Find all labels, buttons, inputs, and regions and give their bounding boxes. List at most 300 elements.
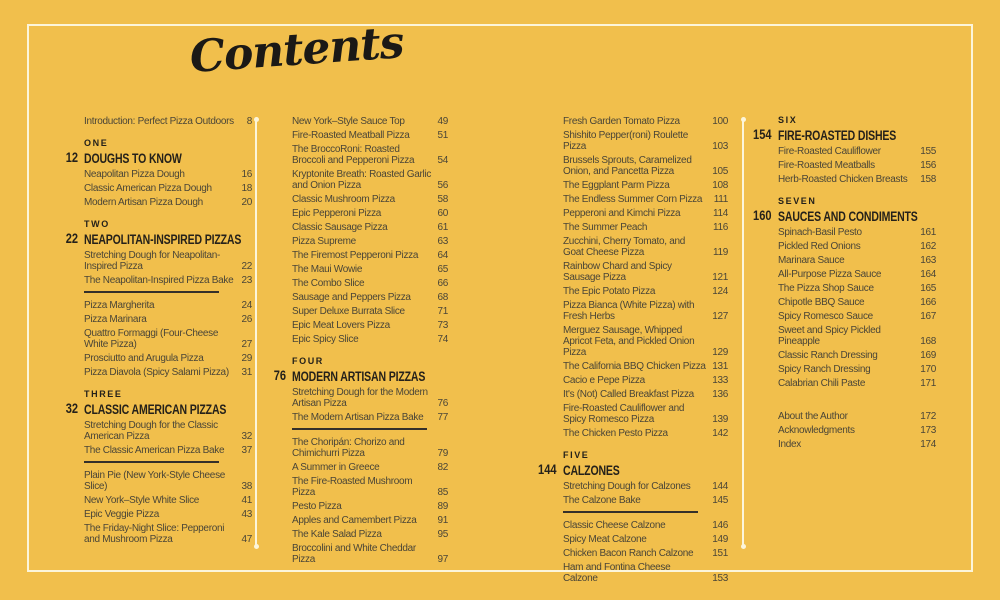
- toc-entry: [563, 375, 728, 386]
- toc-entry-label: Fire-Roasted Meatballs: [778, 160, 875, 171]
- toc-entry-page-number: 129: [712, 347, 728, 358]
- toc-entry-label: The Kale Salad Pizza: [292, 529, 382, 540]
- toc-entry: [563, 495, 728, 506]
- toc-entry-page-number: 167: [920, 311, 936, 322]
- toc-entry-label: Index: [778, 439, 801, 450]
- toc-chapter: [65, 219, 252, 378]
- toc-entry-label: Epic Pepperoni Pizza: [292, 208, 382, 219]
- toc-entry-page-number: 8: [246, 116, 252, 127]
- toc-entry-page-number: 158: [920, 174, 936, 185]
- toc-entry-page-number: 24: [241, 300, 252, 311]
- chapter-number-word: TWO: [84, 219, 110, 229]
- toc-entry-label: Classic Mushroom Pizza: [292, 194, 395, 205]
- toc-entry-page-number: 38: [241, 481, 252, 492]
- toc-entry: [778, 241, 936, 252]
- toc-entry: [778, 364, 936, 375]
- toc-entry: [84, 328, 252, 350]
- toc-entry-page-number: 64: [437, 250, 448, 261]
- chapter-heading: [273, 368, 448, 384]
- toc-entry-page-number: 149: [712, 534, 728, 545]
- chapter-number-word: FOUR: [292, 356, 324, 366]
- toc-entry-page-number: 66: [437, 278, 448, 289]
- toc-entry-page-number: 31: [241, 367, 252, 378]
- toc-entry: [563, 520, 728, 531]
- toc-entry-page-number: 144: [712, 481, 728, 492]
- toc-entry-label: Fire-Roasted Cauliflower: [778, 146, 881, 157]
- toc-entry: [778, 325, 936, 347]
- toc-entry: [84, 445, 252, 456]
- toc-entry-page-number: 165: [920, 283, 936, 294]
- toc-entry-page-number: 169: [920, 350, 936, 361]
- toc-chapter: [273, 356, 448, 565]
- toc-entry-label: Shishito Pepper(roni) Roulette Pizza: [563, 130, 688, 152]
- toc-entry-label: Ham and Fontina Cheese Calzone: [563, 562, 671, 584]
- toc-entry-label: The Neapolitan-Inspired Pizza Bake: [84, 275, 234, 286]
- toc-entry-page-number: 174: [920, 439, 936, 450]
- toc-entry-label: The BroccoRoni: Roasted Broccoli and Pepperoni Pizza: [292, 144, 415, 166]
- toc-entry: [84, 495, 252, 506]
- toc-entry: [84, 470, 252, 492]
- toc-entry-label: Quattro Formaggi (Four-Cheese White Pizza): [84, 328, 219, 350]
- toc-entry-label: Pepperoni and Kimchi Pizza: [563, 208, 681, 219]
- toc-entry-label: Prosciutto and Arugula Pizza: [84, 353, 204, 364]
- toc-entry-label: The Modern Artisan Pizza Bake: [292, 412, 424, 423]
- toc-entry-page-number: 20: [241, 197, 252, 208]
- toc-entry-label: Classic Sausage Pizza: [292, 222, 388, 233]
- toc-entry-page-number: 32: [241, 431, 252, 442]
- toc-entry-page-number: 29: [241, 353, 252, 364]
- chapter-heading: [753, 127, 936, 143]
- toc-entry: [292, 116, 448, 127]
- toc-entry-page-number: 163: [920, 255, 936, 266]
- toc-entry-page-number: 124: [712, 286, 728, 297]
- toc-entry-page-number: 49: [437, 116, 448, 127]
- toc-entry-label: Herb-Roasted Chicken Breasts: [778, 174, 908, 185]
- toc-entry-label: Acknowledgments: [778, 425, 855, 436]
- toc-entry-page-number: 127: [712, 311, 728, 322]
- toc-entry-page-number: 145: [712, 495, 728, 506]
- toc-entry: [778, 174, 936, 185]
- toc-entry-label: The Pizza Shop Sauce: [778, 283, 874, 294]
- section-divider-rule: [563, 511, 698, 513]
- toc-entry-label: Sweet and Spicy Pickled Pineapple: [778, 325, 881, 347]
- toc-entry-label: Fire-Roasted Cauliflower and Spicy Romesco Pizza: [563, 403, 685, 425]
- chapter-heading: [753, 208, 936, 224]
- toc-entry-label: The Maui Wowie: [292, 264, 363, 275]
- toc-chapter: [65, 138, 252, 208]
- toc-entry: [778, 439, 936, 450]
- toc-entry-page-number: 77: [437, 412, 448, 423]
- toc-entry: [292, 130, 448, 141]
- chapter-heading: [65, 231, 252, 247]
- toc-column-1: [65, 116, 252, 548]
- toc-entry-page-number: 26: [241, 314, 252, 325]
- toc-entry-page-number: 171: [920, 378, 936, 389]
- toc-entry-page-number: 63: [437, 236, 448, 247]
- toc-entry: [292, 462, 448, 473]
- back-matter-list: [778, 411, 936, 450]
- toc-entry-page-number: 43: [241, 509, 252, 520]
- chapter-entry-group: [563, 481, 728, 506]
- toc-entry: [292, 194, 448, 205]
- toc-entry-label: Pizza Bianca (White Pizza) with Fresh Herbs: [563, 300, 695, 322]
- toc-entry-label: New York–Style Sauce Top: [292, 116, 405, 127]
- toc-entry: [778, 411, 936, 422]
- chapter-start-page: 76: [273, 368, 286, 383]
- toc-entry: [778, 297, 936, 308]
- toc-entry: [563, 286, 728, 297]
- toc-entry: [292, 292, 448, 303]
- chapter-heading: [65, 401, 252, 417]
- chapter-title: FIRE-ROASTED DISHES: [778, 128, 897, 143]
- toc-entry-page-number: 41: [241, 495, 252, 506]
- toc-entry-page-number: 82: [437, 462, 448, 473]
- toc-entry-page-number: 68: [437, 292, 448, 303]
- chapter-start-page: 12: [65, 150, 78, 165]
- chapter-start-page: 144: [538, 462, 557, 477]
- toc-entry: [292, 515, 448, 526]
- chapter-heading: [65, 150, 252, 166]
- toc-entry-page-number: 164: [920, 269, 936, 280]
- toc-entry-label: Spicy Meat Calzone: [563, 534, 647, 545]
- toc-entry-page-number: 136: [712, 389, 728, 400]
- toc-entry-label: Marinara Sauce: [778, 255, 845, 266]
- toc-entry-page-number: 166: [920, 297, 936, 308]
- chapter-number-word: SEVEN: [778, 196, 817, 206]
- toc-entry-label: The California BBQ Chicken Pizza: [563, 361, 706, 372]
- toc-entry-label: Classic Cheese Calzone: [563, 520, 666, 531]
- chapter-start-page: 22: [65, 231, 78, 246]
- toc-column-4: [753, 115, 936, 453]
- toc-entry-label: Spicy Romesco Sauce: [778, 311, 873, 322]
- toc-entry-label: The Classic American Pizza Bake: [84, 445, 225, 456]
- toc-entry: [778, 350, 936, 361]
- toc-entry: [563, 208, 728, 219]
- toc-entry-label: Pickled Red Onions: [778, 241, 861, 252]
- toc-entry: [563, 236, 728, 258]
- toc-entry: [84, 197, 252, 208]
- toc-entry-label: The Summer Peach: [563, 222, 648, 233]
- toc-entry: [563, 562, 728, 584]
- toc-entry: [778, 227, 936, 238]
- toc-entry: [84, 420, 252, 442]
- toc-entry: [292, 543, 448, 565]
- toc-entry-page-number: 142: [712, 428, 728, 439]
- chapter-number-word: FIVE: [563, 450, 590, 460]
- toc-entry: [292, 250, 448, 261]
- toc-entry-label: Epic Meat Lovers Pizza: [292, 320, 390, 331]
- toc-entry-label: Pizza Marinara: [84, 314, 147, 325]
- toc-entry: [563, 194, 728, 205]
- toc-entry-label: Classic American Pizza Dough: [84, 183, 212, 194]
- toc-entry-page-number: 170: [920, 364, 936, 375]
- toc-entry: [563, 222, 728, 233]
- toc-entry-page-number: 121: [712, 272, 728, 283]
- toc-entry: [84, 314, 252, 325]
- chapter-four-continued-list: [563, 116, 728, 439]
- toc-entry-label: New York–Style White Slice: [84, 495, 200, 506]
- toc-entry-page-number: 60: [437, 208, 448, 219]
- toc-chapter: [753, 115, 936, 185]
- toc-entry-label: The Firemost Pepperoni Pizza: [292, 250, 419, 261]
- toc-entry: [563, 389, 728, 400]
- toc-entry: [84, 523, 252, 545]
- toc-entry-label: Epic Spicy Slice: [292, 334, 359, 345]
- toc-entry-page-number: 153: [712, 573, 728, 584]
- toc-entry-page-number: 76: [437, 398, 448, 409]
- toc-entry-label: The Endless Summer Corn Pizza: [563, 194, 703, 205]
- toc-entry: [292, 412, 448, 423]
- toc-entry: [778, 146, 936, 157]
- toc-entry: [84, 367, 252, 378]
- toc-entry: [563, 300, 728, 322]
- chapter-number-word: THREE: [84, 389, 123, 399]
- toc-entry-page-number: 139: [712, 414, 728, 425]
- toc-entry-label: Kryptonite Breath: Roasted Garlic and Onion Pizza: [292, 169, 432, 191]
- chapter-number-word: ONE: [84, 138, 109, 148]
- toc-entry-label: The Chicken Pesto Pizza: [563, 428, 668, 439]
- chapter-start-page: 32: [65, 401, 78, 416]
- toc-entry: [84, 250, 252, 272]
- toc-entry-label: Calabrian Chili Paste: [778, 378, 866, 389]
- toc-entry: [778, 255, 936, 266]
- toc-entry: [84, 169, 252, 180]
- chapter-title: NEAPOLITAN-INSPIRED PIZZAS: [84, 232, 242, 247]
- chapter-start-page: 154: [753, 127, 772, 142]
- toc-entry-label: The Eggplant Parm Pizza: [563, 180, 670, 191]
- chapter-entry-group: [84, 300, 252, 378]
- toc-entry-page-number: 168: [920, 336, 936, 347]
- toc-entry-page-number: 146: [712, 520, 728, 531]
- toc-entry-label: The Combo Slice: [292, 278, 365, 289]
- toc-entry: [563, 361, 728, 372]
- toc-entry: [292, 334, 448, 345]
- toc-column-3: [538, 116, 728, 587]
- toc-entry: [84, 353, 252, 364]
- toc-entry-page-number: 71: [437, 306, 448, 317]
- toc-entry-page-number: 54: [437, 155, 448, 166]
- toc-entry: [84, 275, 252, 286]
- toc-entry-label: Stretching Dough for the Modern Artisan Pizza: [292, 387, 428, 409]
- chapter-title: CLASSIC AMERICAN PIZZAS: [84, 402, 227, 417]
- toc-entry-page-number: 47: [241, 534, 252, 545]
- toc-entry: [84, 116, 252, 127]
- chapter-number-word: SIX: [778, 115, 798, 125]
- toc-entry-label: Stretching Dough for the Classic American Pizza: [84, 420, 218, 442]
- toc-entry-label: Chipotle BBQ Sauce: [778, 297, 865, 308]
- chapter-entry-group: [292, 437, 448, 565]
- toc-entry-label: About the Author: [778, 411, 848, 422]
- toc-chapter: [538, 450, 728, 584]
- toc-entry: [778, 311, 936, 322]
- toc-entry-label: The Friday-Night Slice: Pepperoni and Mushroom Pizza: [84, 523, 225, 545]
- toc-entry: [563, 155, 728, 177]
- chapter-entry-group: [778, 227, 936, 389]
- toc-chapter: [65, 389, 252, 545]
- toc-entry-label: Stretching Dough for Neapolitan-Inspired Pizza: [84, 250, 221, 272]
- toc-entry: [563, 180, 728, 191]
- toc-entry: [292, 144, 448, 166]
- toc-entry: [292, 169, 448, 191]
- toc-entry-label: Stretching Dough for Calzones: [563, 481, 691, 492]
- toc-entry-page-number: 61: [437, 222, 448, 233]
- toc-entry-page-number: 114: [712, 208, 728, 219]
- toc-entry: [292, 306, 448, 317]
- toc-entry: [563, 261, 728, 283]
- toc-entry-page-number: 51: [437, 130, 448, 141]
- chapter-start-page: 160: [753, 208, 772, 223]
- toc-entry-label: Fresh Garden Tomato Pizza: [563, 116, 680, 127]
- toc-entry: [778, 269, 936, 280]
- toc-entry: [292, 320, 448, 331]
- toc-entry: [292, 264, 448, 275]
- section-divider-rule: [292, 428, 427, 430]
- toc-entry: [292, 208, 448, 219]
- toc-entry-page-number: 73: [437, 320, 448, 331]
- toc-entry-page-number: 56: [437, 180, 448, 191]
- section-divider-rule: [84, 291, 219, 293]
- introduction-entry: [84, 116, 252, 127]
- toc-entry: [292, 222, 448, 233]
- chapter-title: SAUCES AND CONDIMENTS: [778, 209, 918, 224]
- toc-entry: [778, 378, 936, 389]
- toc-entry: [563, 548, 728, 559]
- toc-entry: [778, 425, 936, 436]
- toc-entry-label: The Calzone Bake: [563, 495, 641, 506]
- toc-entry-label: Classic Ranch Dressing: [778, 350, 878, 361]
- toc-entry-page-number: 65: [437, 264, 448, 275]
- toc-entry: [292, 236, 448, 247]
- toc-entry: [563, 130, 728, 152]
- chapter-entry-group: [292, 387, 448, 423]
- toc-entry: [84, 300, 252, 311]
- toc-column-2: [273, 116, 448, 568]
- toc-entry: [292, 501, 448, 512]
- chapter-entry-group: [563, 520, 728, 584]
- toc-entry: [292, 387, 448, 409]
- toc-entry-label: It's (Not) Called Breakfast Pizza: [563, 389, 694, 400]
- toc-entry-page-number: 97: [437, 554, 448, 565]
- toc-entry-page-number: 133: [712, 375, 728, 386]
- toc-entry-label: Spinach-Basil Pesto: [778, 227, 862, 238]
- toc-entry-page-number: 108: [712, 180, 728, 191]
- column-divider-line: [255, 119, 257, 547]
- toc-entry-label: Neapolitan Pizza Dough: [84, 169, 185, 180]
- column-divider-line: [742, 119, 744, 547]
- toc-entry-label: All-Purpose Pizza Sauce: [778, 269, 882, 280]
- toc-entry-page-number: 131: [712, 361, 728, 372]
- toc-entry-page-number: 156: [920, 160, 936, 171]
- toc-entry-page-number: 37: [241, 445, 252, 456]
- toc-entry-label: Fire-Roasted Meatball Pizza: [292, 130, 410, 141]
- toc-entry-label: Introduction: Perfect Pizza Outdoors: [84, 116, 234, 127]
- toc-entry-page-number: 22: [241, 261, 252, 272]
- toc-entry-label: Apples and Camembert Pizza: [292, 515, 417, 526]
- toc-entry: [563, 116, 728, 127]
- toc-entry-label: Super Deluxe Burrata Slice: [292, 306, 405, 317]
- toc-entry-page-number: 173: [920, 425, 936, 436]
- toc-entry-label: Sausage and Peppers Pizza: [292, 292, 411, 303]
- toc-entry-label: Spicy Ranch Dressing: [778, 364, 871, 375]
- toc-entry: [292, 476, 448, 498]
- chapter-entry-group: [778, 146, 936, 185]
- toc-entry-label: Chicken Bacon Ranch Calzone: [563, 548, 694, 559]
- toc-entry-label: Cacio e Pepe Pizza: [563, 375, 645, 386]
- toc-entry-page-number: 105: [712, 166, 728, 177]
- toc-entry: [563, 403, 728, 425]
- toc-entry-label: Pizza Margherita: [84, 300, 155, 311]
- chapter-title: DOUGHS TO KNOW: [84, 151, 182, 166]
- toc-entry-label: Rainbow Chard and Spicy Sausage Pizza: [563, 261, 672, 283]
- toc-entry-page-number: 100: [712, 116, 728, 127]
- toc-entry-page-number: 155: [920, 146, 936, 157]
- toc-entry: [292, 278, 448, 289]
- toc-entry-label: The Epic Potato Pizza: [563, 286, 656, 297]
- toc-entry: [563, 534, 728, 545]
- toc-entry-label: The Choripán: Chorizo and Chimichurri Pizza: [292, 437, 405, 459]
- chapter-three-continued-list: [292, 116, 448, 345]
- toc-entry-page-number: 172: [920, 411, 936, 422]
- chapter-entry-group: [84, 420, 252, 456]
- toc-entry: [563, 481, 728, 492]
- toc-entry: [84, 183, 252, 194]
- toc-entry-label: The Fire-Roasted Mushroom Pizza: [292, 476, 413, 498]
- toc-entry-page-number: 162: [920, 241, 936, 252]
- toc-entry: [292, 437, 448, 459]
- chapter-heading: [538, 462, 728, 478]
- toc-entry-page-number: 111: [713, 194, 728, 205]
- toc-entry-page-number: 27: [241, 339, 252, 350]
- chapter-entry-group: [84, 470, 252, 545]
- toc-entry-page-number: 74: [437, 334, 448, 345]
- toc-entry-page-number: 89: [437, 501, 448, 512]
- toc-entry-page-number: 116: [712, 222, 728, 233]
- chapter-title: MODERN ARTISAN PIZZAS: [292, 369, 426, 384]
- toc-entry: [563, 428, 728, 439]
- toc-entry-page-number: 18: [241, 183, 252, 194]
- toc-entry-page-number: 161: [920, 227, 936, 238]
- chapter-title: CALZONES: [563, 463, 620, 478]
- toc-entry-page-number: 85: [437, 487, 448, 498]
- toc-entry: [563, 325, 728, 358]
- toc-entry-label: Epic Veggie Pizza: [84, 509, 159, 520]
- toc-entry-label: Pesto Pizza: [292, 501, 342, 512]
- section-divider-rule: [84, 461, 219, 463]
- toc-entry-label: Broccolini and White Cheddar Pizza: [292, 543, 416, 565]
- toc-entry-label: Pizza Supreme: [292, 236, 356, 247]
- chapter-entry-group: [84, 250, 252, 286]
- toc-entry-label: Modern Artisan Pizza Dough: [84, 197, 203, 208]
- toc-entry-page-number: 91: [437, 515, 448, 526]
- toc-entry-page-number: 16: [241, 169, 252, 180]
- toc-entry: [292, 529, 448, 540]
- toc-entry-label: Pizza Diavola (Spicy Salami Pizza): [84, 367, 229, 378]
- toc-entry-page-number: 103: [712, 141, 728, 152]
- toc-entry-page-number: 151: [712, 548, 728, 559]
- toc-entry-label: Zucchini, Cherry Tomato, and Goat Cheese Pizza: [563, 236, 686, 258]
- toc-entry-label: Merguez Sausage, Whipped Apricot Feta, and Pickled Onion Pizza: [563, 325, 695, 358]
- toc-entry-page-number: 95: [437, 529, 448, 540]
- toc-chapter: [753, 196, 936, 389]
- toc-entry-page-number: 23: [241, 275, 252, 286]
- toc-entry-label: A Summer in Greece: [292, 462, 380, 473]
- toc-entry: [778, 283, 936, 294]
- toc-entry-page-number: 79: [437, 448, 448, 459]
- toc-entry-label: Brussels Sprouts, Caramelized Onion, and Pancetta Pizza: [563, 155, 692, 177]
- toc-entry: [84, 509, 252, 520]
- chapter-entry-group: [84, 169, 252, 208]
- toc-entry-label: Plain Pie (New York-Style Cheese Slice): [84, 470, 226, 492]
